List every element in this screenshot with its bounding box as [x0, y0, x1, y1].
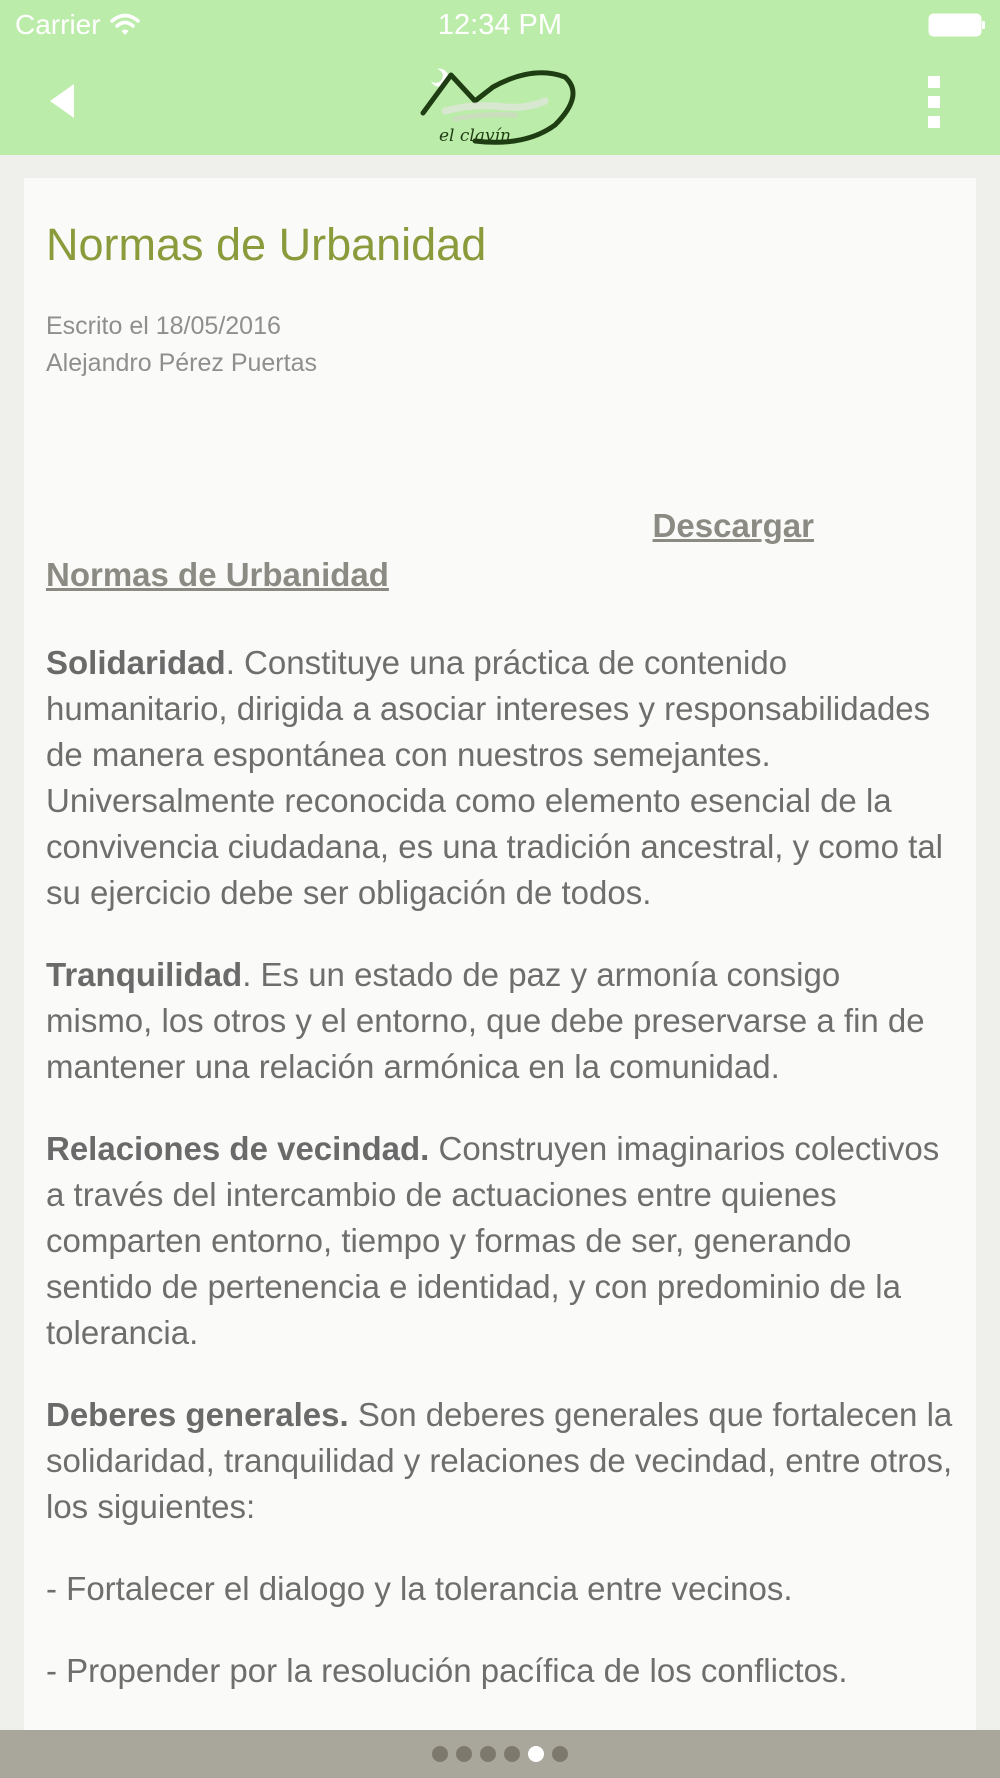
page-dot[interactable]: [504, 1746, 520, 1762]
page-indicator-bar: [0, 1730, 1000, 1778]
paragraph-heading: Solidaridad: [46, 644, 226, 681]
paragraph-text: . Es un estado de paz y armonía consigo mismo, los otros y el entorno, que debe preservarse a fin de mantener una relación armónica en la comunidad.: [46, 956, 925, 1085]
list-item-resolucion-conflictos: [46, 1648, 954, 1694]
paragraph-relaciones-vecindad: [46, 1126, 954, 1356]
download-link[interactable]: Descargar: [652, 507, 814, 544]
paragraph-heading: Relaciones de vecindad.: [46, 1130, 430, 1167]
paragraph-heading: Tranquilidad: [46, 956, 243, 993]
battery-icon: [928, 13, 986, 37]
more-vertical-icon[interactable]: [916, 72, 952, 132]
page-dot[interactable]: [432, 1746, 448, 1762]
carrier-label: Carrier: [15, 9, 101, 40]
page-dot[interactable]: [480, 1746, 496, 1762]
document-link[interactable]: Normas de Urbanidad: [46, 556, 389, 593]
page-dot[interactable]: [552, 1746, 568, 1762]
list-item-text: - Propender por la resolución pacífica de los conflictos.: [46, 1652, 848, 1689]
document-link-row: [46, 553, 954, 604]
paragraph-heading: Deberes generales.: [46, 1396, 349, 1433]
page-dot-active[interactable]: [528, 1746, 544, 1762]
paragraph-deberes-generales: [46, 1392, 954, 1530]
app-logo: [415, 55, 585, 147]
status-bar: [0, 0, 1000, 50]
list-item-text: - Fortalecer el dialogo y la tolerancia entre vecinos.: [46, 1570, 793, 1607]
paragraph-text: Son deberes generales que fortalecen la solidaridad, tranquilidad y relaciones de vecindad, entre otros, los siguientes:: [46, 1396, 953, 1525]
article-card: [24, 178, 976, 1778]
paragraph-text: . Constituye una práctica de contenido humanitario, dirigida a asociar intereses y responsabilidades de manera espontánea con nuestros semejantes. Universalmente reconocida como elemento esencial de la convivencia ciudadana, es una tradición ancestral, y como tal su ejercicio debe ser obligación de todos.: [46, 644, 944, 911]
article-date: Escrito el 18/05/2016: [46, 312, 281, 340]
article-author: Alejandro Pérez Puertas: [46, 349, 317, 377]
download-row: [46, 507, 954, 545]
paragraph-tranquilidad: [46, 952, 954, 1090]
app-header: [0, 0, 1000, 155]
list-item-dialogo: [46, 1566, 954, 1612]
paragraph-solidaridad: [46, 640, 954, 916]
article-title: Normas de Urbanidad: [46, 219, 487, 270]
page-dot[interactable]: [456, 1746, 472, 1762]
paragraph-text: Construyen imaginarios colectivos a través del intercambio de actuaciones entre quienes comparten entorno, tiempo y formas de ser, generando sentido de pertenencia e identidad, y con predominio de la tolerancia.: [46, 1130, 940, 1351]
article-meta: [46, 308, 954, 382]
logo-text: el clavín: [439, 126, 511, 146]
status-time: 12:34 PM: [437, 9, 563, 41]
navigation-bar: [0, 50, 1000, 155]
back-arrow-icon[interactable]: [38, 74, 88, 128]
